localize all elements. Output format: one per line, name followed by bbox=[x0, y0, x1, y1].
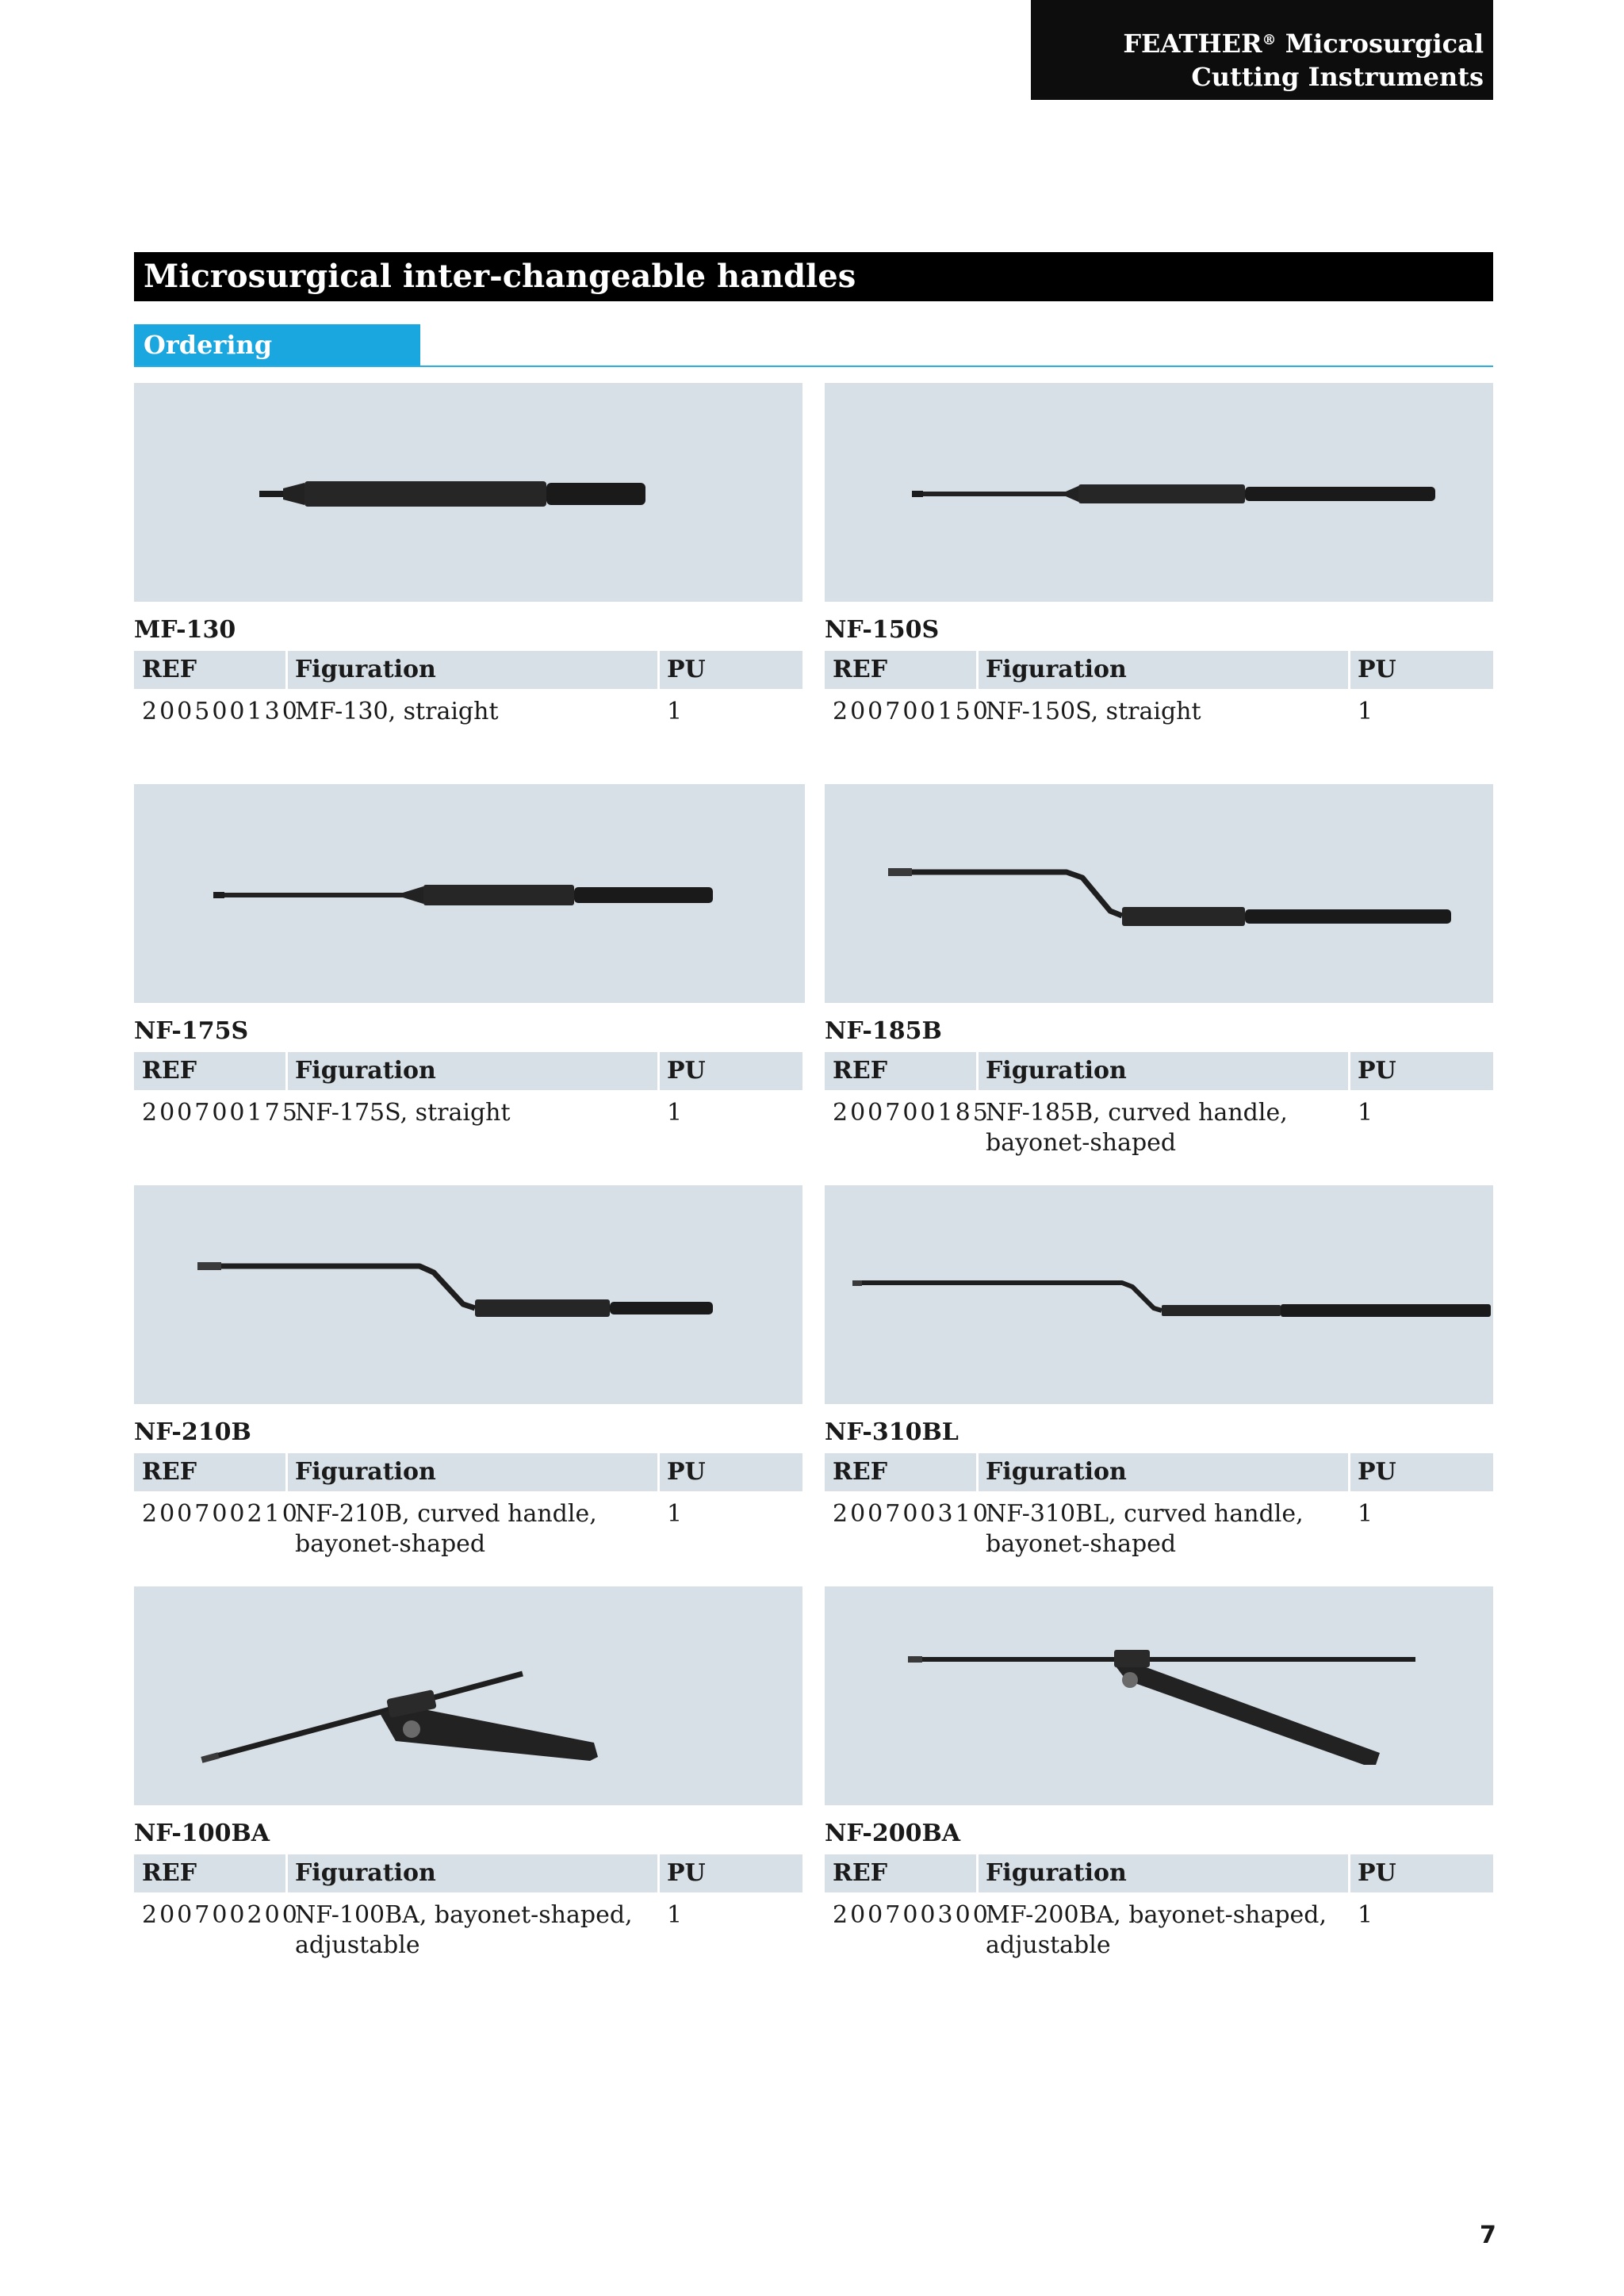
column-separator bbox=[657, 1453, 660, 1491]
pu-value: 1 bbox=[1358, 1099, 1373, 1127]
ref-header: REF bbox=[833, 1057, 888, 1085]
column-separator bbox=[657, 1854, 660, 1892]
column-separator bbox=[285, 1453, 288, 1491]
model-name: MF-130 bbox=[134, 616, 236, 644]
handle-bayonet-icon bbox=[825, 784, 1493, 1003]
product-photo bbox=[134, 1185, 802, 1404]
handle-bayonet-icon bbox=[134, 1185, 802, 1404]
column-separator bbox=[285, 1052, 288, 1090]
product-photo bbox=[134, 1586, 802, 1805]
figuration-value: NF-210B, curved handle, bayonet-shaped bbox=[295, 1500, 597, 1558]
ref-header: REF bbox=[833, 1859, 888, 1887]
model-name: NF-150S bbox=[825, 616, 940, 644]
ordering-divider bbox=[134, 365, 1493, 367]
model-name: NF-210B bbox=[134, 1418, 251, 1446]
product-photo bbox=[825, 1586, 1493, 1805]
product-photo bbox=[825, 1185, 1493, 1404]
table-header bbox=[134, 651, 802, 689]
handle-straight-long-icon bbox=[134, 784, 805, 1003]
product-photo bbox=[825, 383, 1493, 602]
figuration-header: Figuration bbox=[295, 1458, 436, 1486]
figuration-header: Figuration bbox=[986, 1057, 1127, 1085]
handle-adjustable-icon bbox=[825, 1586, 1493, 1805]
pu-header: PU bbox=[1358, 1859, 1396, 1887]
model-name: NF-200BA bbox=[825, 1820, 961, 1847]
ref-value: 200700185 bbox=[833, 1099, 990, 1127]
product-photo bbox=[825, 784, 1493, 1003]
header-line2: Cutting Instruments bbox=[1191, 62, 1484, 92]
ref-value: 200700175 bbox=[142, 1099, 300, 1127]
ref-value: 200700150 bbox=[833, 698, 990, 725]
model-name: NF-100BA bbox=[134, 1820, 270, 1847]
table-header bbox=[825, 1854, 1493, 1892]
figuration-value: MF-130, straight bbox=[295, 698, 499, 725]
column-separator bbox=[976, 1854, 979, 1892]
column-separator bbox=[976, 1052, 979, 1090]
figuration-value: NF-100BA, bayonet-shaped, adjustable bbox=[295, 1901, 633, 1959]
ref-header: REF bbox=[142, 656, 197, 683]
pu-header: PU bbox=[1358, 656, 1396, 683]
column-separator bbox=[976, 1453, 979, 1491]
pu-header: PU bbox=[667, 656, 706, 683]
table-header bbox=[825, 1052, 1493, 1090]
figuration-value: NF-150S, straight bbox=[986, 698, 1201, 725]
table-header bbox=[134, 1453, 802, 1491]
page-number: 7 bbox=[1480, 2221, 1496, 2249]
section-title: Microsurgical inter-changeable handles bbox=[134, 252, 1493, 301]
figuration-value: NF-175S, straight bbox=[295, 1099, 511, 1127]
table-header bbox=[825, 651, 1493, 689]
figuration-header: Figuration bbox=[986, 1859, 1127, 1887]
column-separator bbox=[657, 651, 660, 689]
ref-header: REF bbox=[142, 1859, 197, 1887]
pu-value: 1 bbox=[667, 698, 683, 725]
column-separator bbox=[1348, 1453, 1350, 1491]
pu-header: PU bbox=[667, 1859, 706, 1887]
table-header bbox=[134, 1854, 802, 1892]
pu-header: PU bbox=[1358, 1458, 1396, 1486]
figuration-value: NF-185B, curved handle, bayonet-shaped bbox=[986, 1099, 1288, 1157]
pu-value: 1 bbox=[667, 1099, 683, 1127]
figuration-header: Figuration bbox=[295, 1859, 436, 1887]
ref-value: 200700310 bbox=[833, 1500, 990, 1528]
handle-straight-icon bbox=[825, 383, 1493, 602]
ref-header: REF bbox=[833, 1458, 888, 1486]
pu-header: PU bbox=[1358, 1057, 1396, 1085]
figuration-value: MF-200BA, bayonet-shaped, adjustable bbox=[986, 1901, 1327, 1959]
ref-header: REF bbox=[142, 1458, 197, 1486]
pu-value: 1 bbox=[667, 1901, 683, 1929]
header-line1: Microsurgical bbox=[1276, 29, 1484, 59]
pu-value: 1 bbox=[1358, 698, 1373, 725]
table-header bbox=[825, 1453, 1493, 1491]
column-separator bbox=[285, 651, 288, 689]
model-name: NF-185B bbox=[825, 1017, 942, 1045]
model-name: NF-175S bbox=[134, 1017, 249, 1045]
pu-header: PU bbox=[667, 1057, 706, 1085]
ref-value: 200500130 bbox=[142, 698, 300, 725]
pu-header: PU bbox=[667, 1458, 706, 1486]
ref-value: 200700300 bbox=[833, 1901, 990, 1929]
column-separator bbox=[976, 651, 979, 689]
handle-bayonet-long-icon bbox=[825, 1185, 1493, 1404]
column-separator bbox=[285, 1854, 288, 1892]
ordering-information-label: Ordering bbox=[134, 324, 420, 366]
table-header bbox=[134, 1052, 802, 1090]
pu-value: 1 bbox=[667, 1500, 683, 1528]
column-separator bbox=[657, 1052, 660, 1090]
pu-value: 1 bbox=[1358, 1901, 1373, 1929]
handle-straight-short-icon bbox=[134, 383, 802, 602]
ref-header: REF bbox=[833, 656, 888, 683]
product-photo bbox=[134, 383, 802, 602]
figuration-header: Figuration bbox=[295, 1057, 436, 1085]
brand-name: FEATHER bbox=[1123, 29, 1262, 59]
column-separator bbox=[1348, 1854, 1350, 1892]
product-photo bbox=[134, 784, 805, 1003]
column-separator bbox=[1348, 1052, 1350, 1090]
model-name: NF-310BL bbox=[825, 1418, 959, 1446]
ref-value: 200700200 bbox=[142, 1901, 300, 1929]
figuration-header: Figuration bbox=[295, 656, 436, 683]
running-header bbox=[1031, 0, 1493, 100]
figuration-header: Figuration bbox=[986, 1458, 1127, 1486]
handle-adjustable-icon bbox=[134, 1586, 802, 1805]
ref-header: REF bbox=[142, 1057, 197, 1085]
column-separator bbox=[1348, 651, 1350, 689]
figuration-header: Figuration bbox=[986, 656, 1127, 683]
ref-value: 200700210 bbox=[142, 1500, 300, 1528]
registered-mark: ® bbox=[1262, 32, 1277, 48]
figuration-value: NF-310BL, curved handle, bayonet-shaped bbox=[986, 1500, 1304, 1558]
pu-value: 1 bbox=[1358, 1500, 1373, 1528]
